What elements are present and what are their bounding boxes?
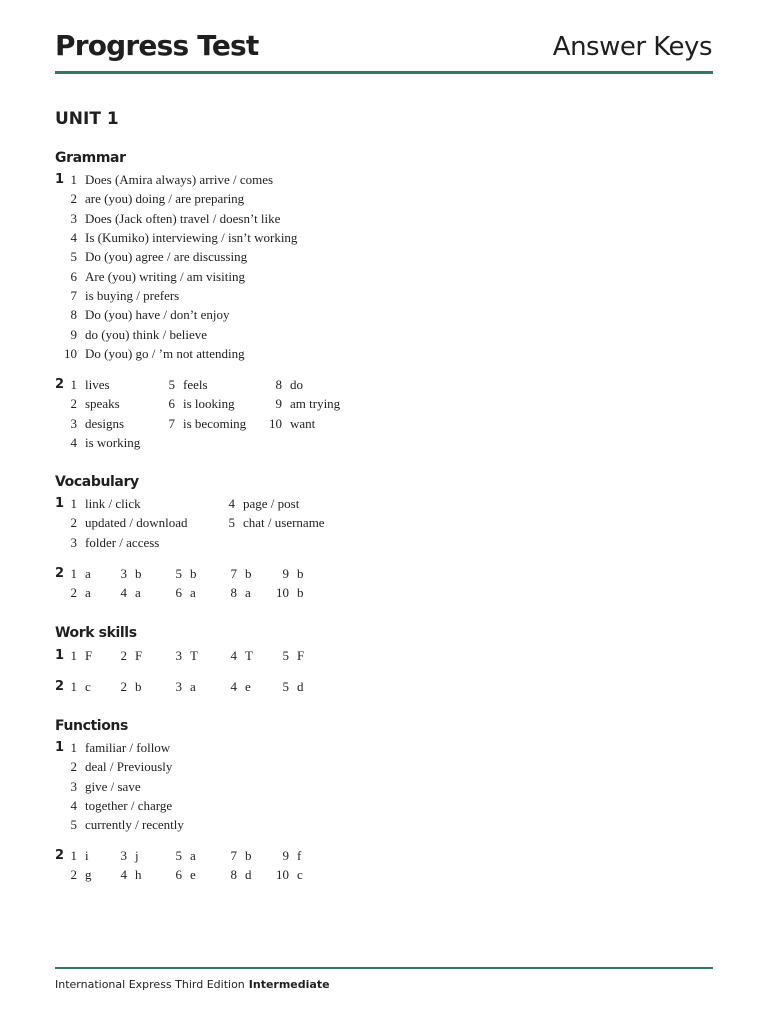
item-number: 10 bbox=[276, 585, 289, 601]
item-number: 3 bbox=[70, 778, 77, 794]
item-number: 4 bbox=[230, 648, 237, 663]
answer-item bbox=[70, 757, 172, 777]
answer-item bbox=[63, 189, 244, 209]
item-answer: b bbox=[245, 848, 252, 863]
answer-item bbox=[70, 777, 141, 797]
item-answer: c bbox=[297, 867, 303, 883]
item-number: 1 bbox=[70, 566, 77, 581]
page-subtitle: Answer Keys bbox=[552, 32, 712, 62]
item-answer: speaks bbox=[85, 396, 120, 412]
item-number: 4 bbox=[70, 798, 77, 814]
answer-item bbox=[168, 564, 197, 584]
exercise-number: 2 bbox=[55, 377, 65, 392]
item-number: 1 bbox=[70, 679, 77, 694]
answer-item bbox=[175, 646, 198, 666]
item-number: 2 bbox=[120, 679, 127, 694]
item-number: 10 bbox=[64, 346, 77, 362]
item-answer: F bbox=[135, 648, 143, 663]
answer-item bbox=[63, 247, 247, 267]
answer-item bbox=[275, 564, 304, 584]
item-number: 1 bbox=[70, 648, 77, 663]
item-answer: folder / access bbox=[85, 534, 160, 550]
exercise-number: 1 bbox=[55, 648, 65, 663]
page-title: Progress Test bbox=[55, 29, 259, 62]
answer-item bbox=[70, 677, 91, 697]
answer-item bbox=[113, 865, 142, 885]
item-number: 3 bbox=[70, 210, 77, 226]
item-answer: c bbox=[85, 679, 91, 694]
item-answer: F bbox=[85, 648, 93, 663]
answer-item bbox=[230, 677, 251, 697]
item-answer: b bbox=[297, 585, 304, 601]
item-answer: lives bbox=[85, 377, 110, 392]
answer-item bbox=[223, 564, 252, 584]
item-number: 1 bbox=[70, 740, 77, 755]
answer-item bbox=[113, 564, 142, 584]
footer-level: Intermediate bbox=[248, 978, 330, 991]
answer-item bbox=[63, 286, 179, 306]
answer-item bbox=[175, 677, 196, 697]
item-answer: d bbox=[245, 867, 252, 883]
item-number: 5 bbox=[228, 515, 235, 531]
item-answer: familiar / follow bbox=[85, 740, 171, 755]
item-answer: a bbox=[190, 585, 196, 601]
item-number: 7 bbox=[230, 848, 237, 863]
answer-item bbox=[228, 513, 325, 533]
answer-item bbox=[63, 846, 89, 866]
answer-item bbox=[70, 533, 159, 553]
item-answer: a bbox=[245, 585, 251, 601]
item-answer: Does (Jack often) travel / doesn’t like bbox=[85, 210, 281, 226]
item-answer: f bbox=[297, 848, 302, 863]
exercise-number: 2 bbox=[55, 566, 65, 581]
item-answer: a bbox=[190, 848, 196, 863]
item-answer: e bbox=[245, 679, 251, 694]
item-number: 4 bbox=[70, 230, 77, 246]
answer-item bbox=[63, 433, 140, 453]
item-answer: feels bbox=[183, 377, 208, 392]
item-answer: i bbox=[85, 848, 89, 863]
answer-item bbox=[223, 846, 252, 866]
item-number: 4 bbox=[120, 867, 127, 883]
item-answer: j bbox=[135, 848, 139, 863]
item-number: 5 bbox=[282, 679, 289, 694]
item-answer: T bbox=[190, 648, 198, 663]
item-number: 4 bbox=[228, 496, 235, 511]
item-number: 2 bbox=[70, 759, 77, 775]
answer-item bbox=[63, 375, 110, 395]
item-number: 5 bbox=[175, 848, 182, 863]
answer-item bbox=[120, 646, 142, 666]
item-number: 9 bbox=[275, 396, 282, 412]
item-number: 5 bbox=[168, 377, 175, 392]
item-answer: do (you) think / believe bbox=[85, 326, 208, 342]
answer-item bbox=[268, 414, 315, 434]
item-number: 2 bbox=[70, 396, 77, 412]
section-title: Grammar bbox=[55, 150, 126, 166]
item-answer: g bbox=[85, 867, 92, 883]
answer-item bbox=[63, 564, 91, 584]
unit-heading: UNIT 1 bbox=[55, 109, 119, 129]
item-number: 9 bbox=[282, 566, 289, 581]
item-answer: b bbox=[190, 566, 197, 581]
item-answer: T bbox=[245, 648, 253, 663]
item-number: 1 bbox=[70, 848, 77, 863]
item-number: 8 bbox=[230, 585, 237, 601]
answer-item bbox=[63, 267, 245, 287]
item-answer: a bbox=[85, 585, 91, 601]
item-answer: give / save bbox=[85, 778, 141, 794]
item-number: 2 bbox=[70, 867, 77, 883]
item-answer: designs bbox=[85, 415, 124, 431]
item-answer: Does (Amira always) arrive / comes bbox=[85, 172, 274, 187]
item-answer: a bbox=[85, 566, 91, 581]
item-number: 4 bbox=[230, 679, 237, 694]
exercise-number: 1 bbox=[55, 172, 65, 187]
answer-item bbox=[63, 305, 230, 325]
answer-item bbox=[223, 865, 252, 885]
answer-item bbox=[275, 583, 304, 603]
item-answer: chat / username bbox=[243, 515, 325, 531]
answer-item bbox=[63, 344, 245, 364]
answer-item bbox=[230, 646, 253, 666]
item-answer: b bbox=[135, 679, 142, 694]
answer-item bbox=[70, 815, 184, 835]
item-answer: a bbox=[190, 679, 196, 694]
item-number: 5 bbox=[282, 648, 289, 663]
item-number: 7 bbox=[70, 288, 77, 304]
item-answer: Do (you) agree / are discussing bbox=[85, 249, 248, 265]
answer-item bbox=[63, 865, 92, 885]
answer-item bbox=[63, 209, 280, 229]
item-number: 4 bbox=[120, 585, 127, 601]
answer-item bbox=[282, 677, 304, 697]
item-number: 5 bbox=[70, 249, 77, 265]
item-number: 2 bbox=[120, 648, 127, 663]
item-answer: is becoming bbox=[183, 415, 247, 431]
item-answer: together / charge bbox=[85, 798, 173, 814]
item-number: 7 bbox=[168, 415, 175, 431]
answer-item bbox=[63, 325, 207, 345]
footer-rule bbox=[55, 967, 713, 969]
answer-item bbox=[161, 414, 246, 434]
item-number: 6 bbox=[175, 585, 182, 601]
item-number: 9 bbox=[282, 848, 289, 863]
footer bbox=[55, 977, 330, 993]
item-number: 6 bbox=[175, 867, 182, 883]
item-answer: h bbox=[135, 867, 142, 883]
answer-item bbox=[70, 513, 188, 533]
item-number: 3 bbox=[70, 534, 77, 550]
item-number: 2 bbox=[70, 515, 77, 531]
item-number: 3 bbox=[175, 648, 182, 663]
item-answer: d bbox=[297, 679, 304, 694]
item-answer: Do (you) go / ’m not attending bbox=[85, 346, 245, 362]
item-number: 3 bbox=[175, 679, 182, 694]
answer-item bbox=[228, 494, 299, 514]
item-answer: am trying bbox=[290, 396, 341, 412]
exercise-number: 1 bbox=[55, 740, 65, 755]
answer-item bbox=[161, 394, 235, 414]
answer-item bbox=[113, 583, 141, 603]
item-answer: want bbox=[290, 415, 316, 431]
item-answer: b bbox=[245, 566, 252, 581]
answer-item bbox=[275, 846, 301, 866]
item-number: 7 bbox=[230, 566, 237, 581]
answer-item bbox=[275, 865, 303, 885]
item-number: 4 bbox=[70, 435, 77, 451]
item-answer: a bbox=[135, 585, 141, 601]
section-title: Functions bbox=[55, 718, 128, 734]
answer-item bbox=[120, 677, 142, 697]
item-answer: is buying / prefers bbox=[85, 288, 180, 304]
answer-item bbox=[282, 646, 304, 666]
item-number: 1 bbox=[70, 496, 77, 511]
answer-item bbox=[70, 738, 170, 758]
item-answer: are (you) doing / are preparing bbox=[85, 191, 245, 207]
item-answer: e bbox=[190, 867, 196, 883]
item-number: 6 bbox=[168, 396, 175, 412]
item-number: 9 bbox=[70, 326, 77, 342]
item-answer: deal / Previously bbox=[85, 759, 173, 775]
item-number: 3 bbox=[120, 848, 127, 863]
item-number: 6 bbox=[70, 268, 77, 284]
item-answer: page / post bbox=[243, 496, 300, 511]
item-number: 3 bbox=[120, 566, 127, 581]
answer-item bbox=[268, 394, 340, 414]
item-number: 2 bbox=[70, 191, 77, 207]
answer-item bbox=[268, 375, 303, 395]
item-answer: Is (Kumiko) interviewing / isn’t working bbox=[85, 230, 298, 246]
answer-item bbox=[223, 583, 251, 603]
answer-item bbox=[63, 228, 297, 248]
item-number: 10 bbox=[276, 867, 289, 883]
answer-item bbox=[63, 394, 120, 414]
answer-item bbox=[113, 846, 139, 866]
item-number: 2 bbox=[70, 585, 77, 601]
exercise-number: 2 bbox=[55, 848, 65, 863]
item-answer: currently / recently bbox=[85, 817, 184, 833]
item-answer: b bbox=[297, 566, 304, 581]
answer-item bbox=[161, 375, 208, 395]
section-title: Work skills bbox=[55, 625, 137, 641]
answer-item bbox=[168, 846, 196, 866]
answer-item bbox=[63, 170, 273, 190]
item-number: 1 bbox=[70, 172, 77, 187]
item-number: 5 bbox=[70, 817, 77, 833]
exercise-number: 2 bbox=[55, 679, 65, 694]
item-answer: F bbox=[297, 648, 305, 663]
item-number: 10 bbox=[269, 415, 282, 431]
item-answer: is working bbox=[85, 435, 141, 451]
item-answer: do bbox=[290, 377, 303, 392]
footer-edition: International Express Third Edition bbox=[55, 978, 245, 991]
answer-item bbox=[168, 583, 196, 603]
section-title: Vocabulary bbox=[55, 474, 139, 490]
item-answer: Do (you) have / don’t enjoy bbox=[85, 307, 230, 323]
header-rule bbox=[55, 71, 713, 74]
item-answer: link / click bbox=[85, 496, 141, 511]
answer-item bbox=[70, 494, 141, 514]
item-answer: Are (you) writing / am visiting bbox=[85, 268, 245, 284]
answer-item bbox=[63, 583, 91, 603]
answer-item bbox=[168, 865, 196, 885]
item-number: 8 bbox=[230, 867, 237, 883]
item-answer: b bbox=[135, 566, 142, 581]
item-number: 8 bbox=[275, 377, 282, 392]
item-answer: is looking bbox=[183, 396, 235, 412]
answer-item bbox=[70, 646, 92, 666]
item-number: 5 bbox=[175, 566, 182, 581]
item-answer: updated / download bbox=[85, 515, 188, 531]
answer-item bbox=[63, 414, 124, 434]
item-number: 8 bbox=[70, 307, 77, 323]
answer-item bbox=[70, 796, 172, 816]
exercise-number: 1 bbox=[55, 496, 65, 511]
item-number: 3 bbox=[70, 415, 77, 431]
item-number: 1 bbox=[70, 377, 77, 392]
